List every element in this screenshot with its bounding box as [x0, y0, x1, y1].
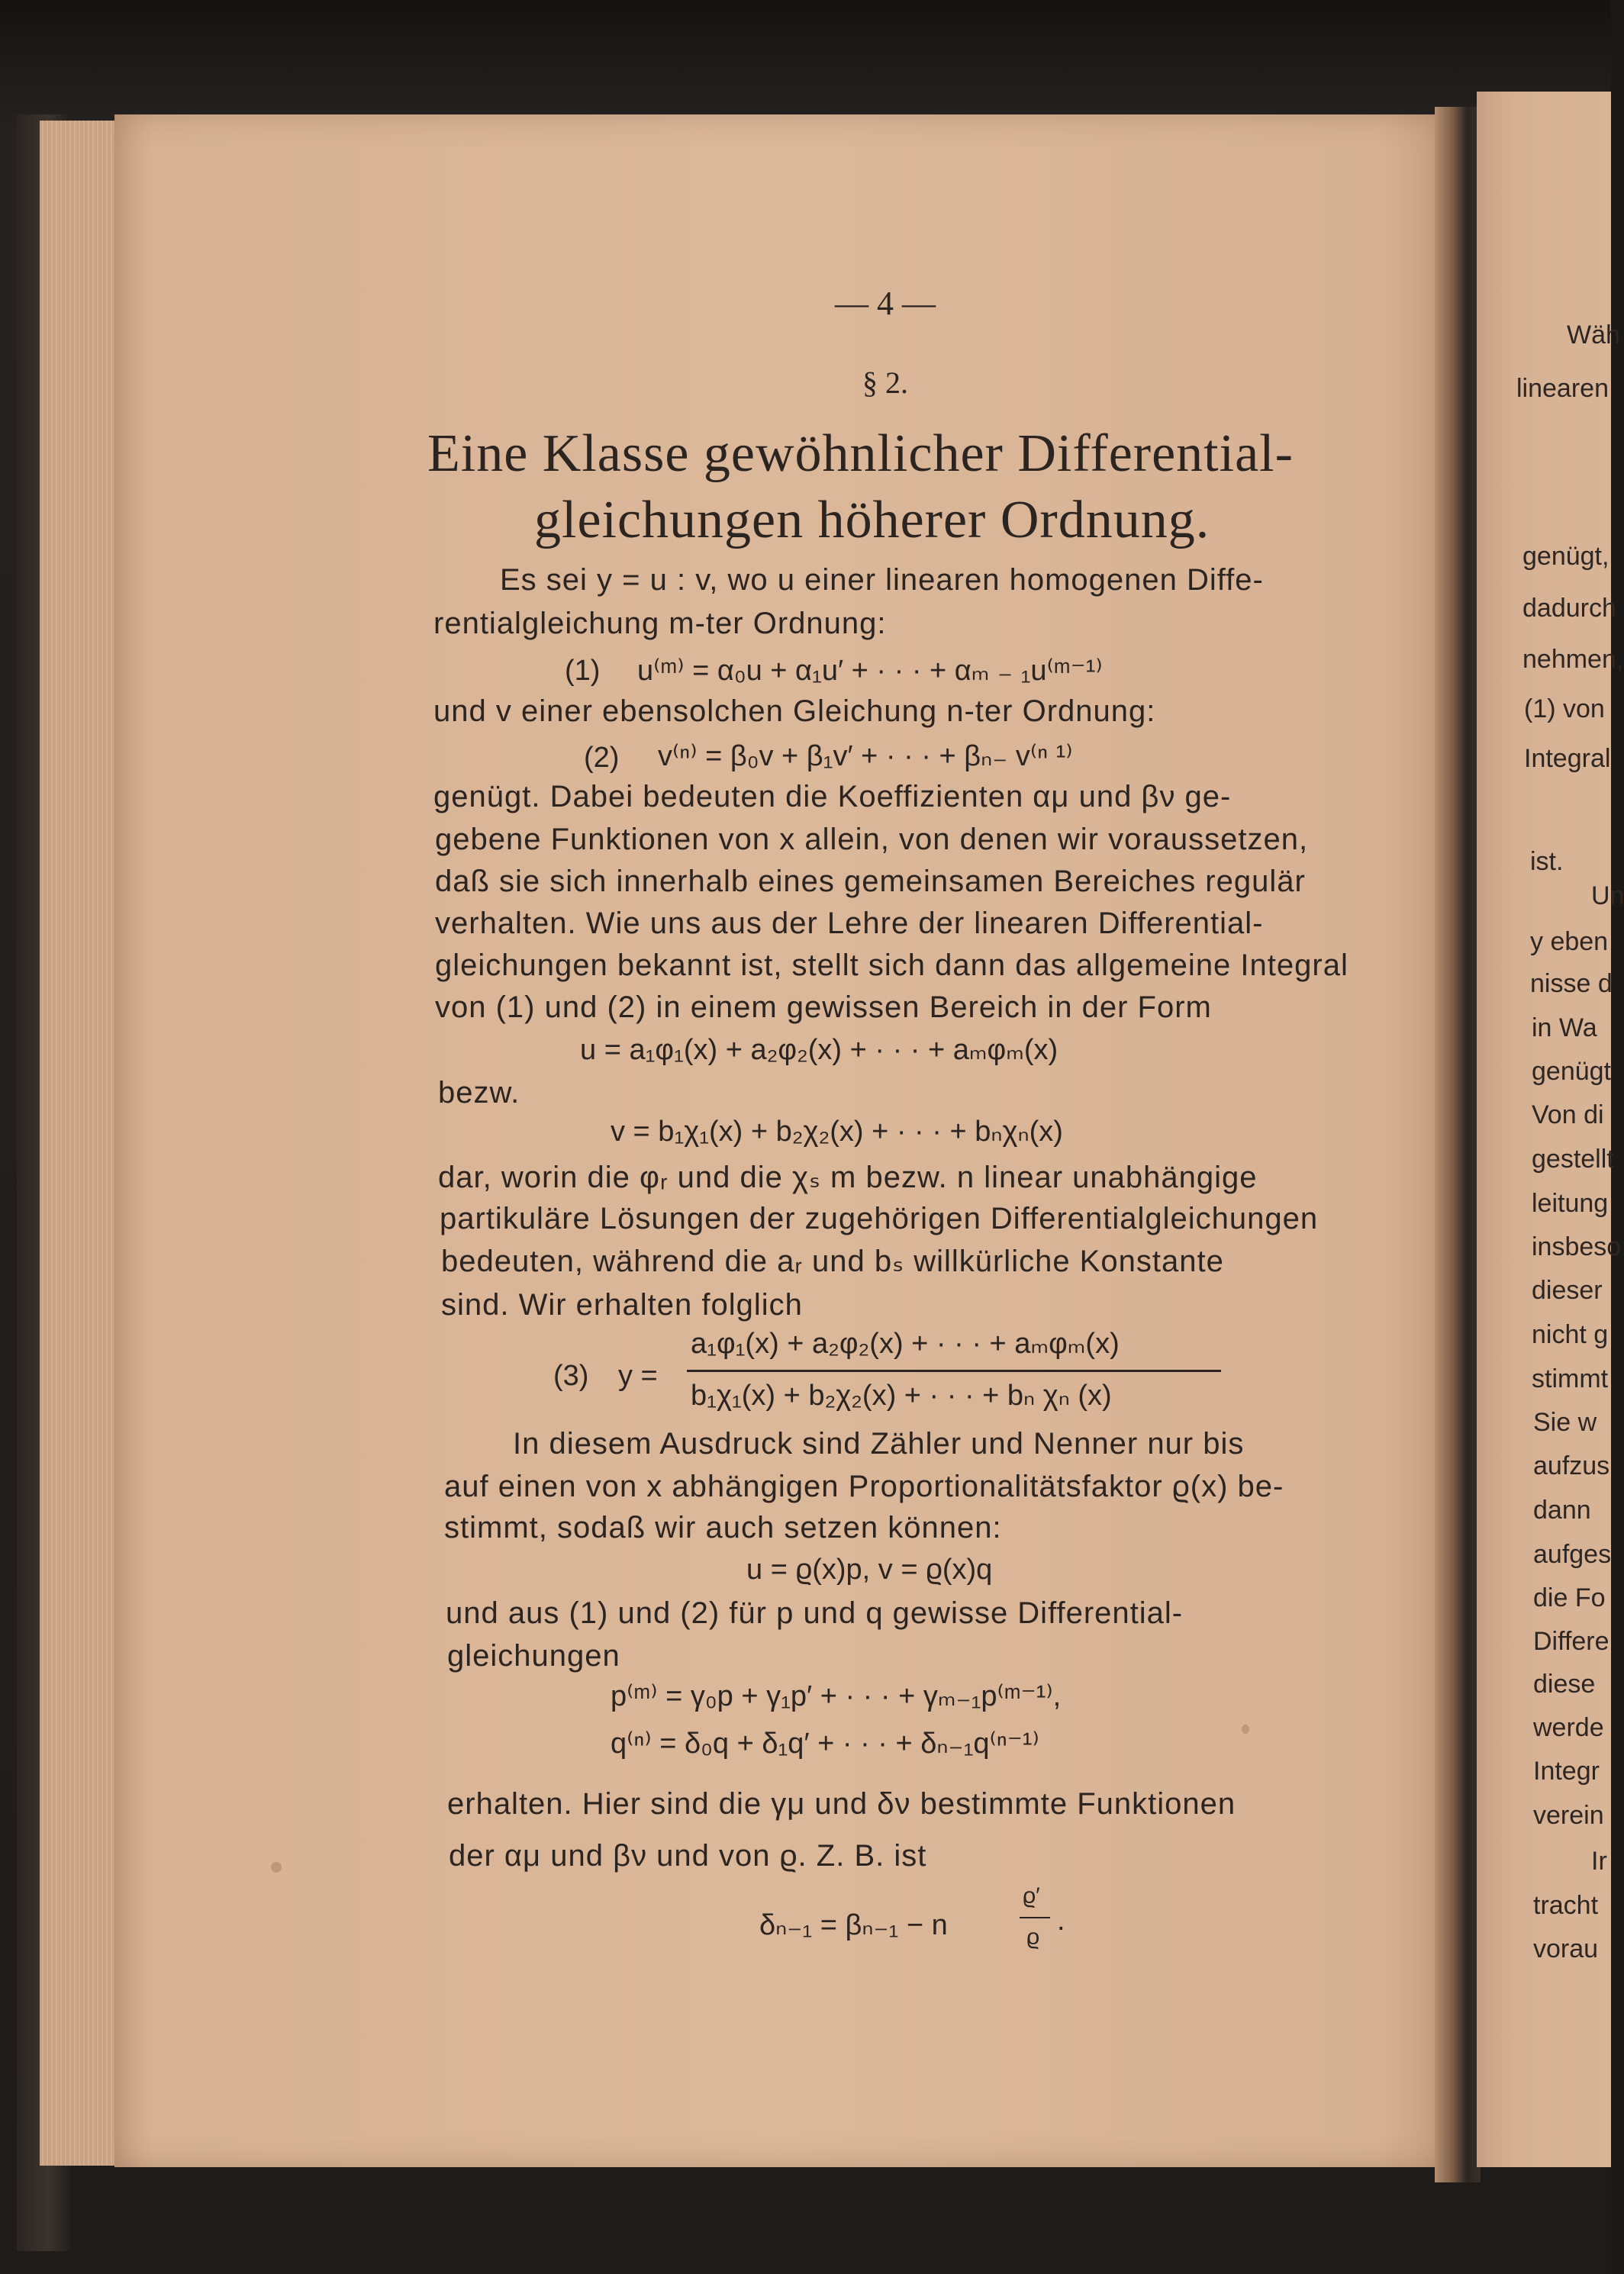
fraction-numerator: ϱ′: [1023, 1883, 1040, 1908]
page-number: — 4 —: [835, 285, 936, 322]
fragment-text: diese: [1533, 1670, 1596, 1699]
text-line: erhalten. Hier sind die γμ und δν bestimmte Funktionen: [447, 1787, 1236, 1821]
fragment-text: genügt: [1532, 1057, 1611, 1086]
text-line: In diesem Ausdruck sind Zähler und Nenner nur bis: [513, 1427, 1245, 1461]
fragment-text: genügt,: [1522, 542, 1610, 571]
fragment-text: tracht: [1533, 1891, 1599, 1920]
fraction-denominator: ϱ: [1026, 1925, 1040, 1950]
fragment-text: Ir: [1591, 1847, 1607, 1876]
text-line: stimmt, sodaß wir auch setzen können:: [444, 1511, 1002, 1544]
paper-stain: [271, 1862, 282, 1873]
fragment-text: nisse d: [1530, 969, 1613, 998]
equation: δₙ₋₁ = βₙ₋₁ − n: [759, 1909, 948, 1941]
text-line: von (1) und (2) in einem gewissen Bereich in der Form: [435, 990, 1212, 1024]
fragment-text: Differe: [1533, 1627, 1610, 1656]
fraction-denominator: b₁χ₁(x) + b₂χ₂(x) + · · · + bₙ χₙ (x): [691, 1380, 1112, 1412]
text-line: auf einen von x abhängigen Proportionalitätsfaktor ϱ(x) be-: [444, 1470, 1284, 1503]
text-line: bedeuten, während die aᵣ und bₛ willkürliche Konstante: [441, 1245, 1224, 1278]
fragment-text: aufzus: [1533, 1451, 1610, 1480]
fragment-text: die Fo: [1533, 1583, 1606, 1612]
fragment-text: (1) von: [1524, 694, 1605, 723]
fragment-text: dadurch: [1522, 594, 1616, 623]
punctuation: .: [1057, 1905, 1065, 1937]
text-line: genügt. Dabei bedeuten die Koeffizienten αμ und βν ge-: [433, 780, 1232, 813]
fragment-text: gestellt: [1532, 1145, 1614, 1174]
equation-number: (1): [565, 655, 601, 687]
fraction-numerator: a₁φ₁(x) + a₂φ₂(x) + · · · + aₘφₘ(x): [691, 1328, 1120, 1360]
equation: u = a₁φ₁(x) + a₂φ₂(x) + · · · + aₘφₘ(x): [580, 1034, 1058, 1066]
fragment-text: Integr: [1533, 1757, 1600, 1786]
text-line: dar, worin die φᵣ und die χₛ m bezw. n linear unabhängige: [438, 1161, 1258, 1194]
right-page-fragment: [1477, 92, 1624, 2167]
fragment-text: werde: [1533, 1713, 1604, 1742]
fragment-text: Wäh: [1567, 320, 1620, 349]
paper-stain: [1242, 1725, 1249, 1734]
text-line: daß sie sich innerhalb eines gemeinsamen Bereiches regulär: [435, 865, 1306, 898]
text-line: und v einer ebensolchen Gleichung n-ter Ordnung:: [433, 694, 1156, 728]
fragment-text: Integral: [1524, 744, 1611, 773]
page-title-line-2: gleichungen höherer Ordnung.: [534, 491, 1210, 549]
fragment-text: ist.: [1530, 847, 1564, 876]
text-line: bezw.: [438, 1076, 520, 1110]
fragment-text: in Wa: [1532, 1013, 1597, 1042]
text-line: gleichungen: [447, 1639, 620, 1673]
equation-number: (3): [553, 1360, 589, 1392]
equation: v⁽ⁿ⁾ = β₀v + β₁v′ + · · · + βₙ₋ v⁽ⁿ ¹⁾: [658, 740, 1073, 772]
equation: v = b₁χ₁(x) + b₂χ₂(x) + · · · + bₙχₙ(x): [611, 1116, 1063, 1148]
text-line: gleichungen bekannt ist, stellt sich dann das allgemeine Integral: [435, 949, 1348, 982]
section-heading: § 2.: [862, 366, 908, 400]
fragment-text: dieser: [1532, 1276, 1603, 1305]
fragment-text: insbeso: [1532, 1232, 1622, 1261]
fragment-text: stimmt: [1532, 1364, 1609, 1393]
equation-lhs: y =: [618, 1360, 658, 1392]
fraction-bar: [687, 1370, 1221, 1372]
fragment-text: nehmen,: [1522, 645, 1624, 674]
text-line: partikuläre Lösungen der zugehörigen Differentialgleichungen: [440, 1202, 1319, 1235]
text-line: gebene Funktionen von x allein, von denen wir voraussetzen,: [435, 823, 1309, 856]
fragment-text: aufges: [1533, 1540, 1612, 1569]
equation-number: (2): [584, 742, 620, 774]
fragment-text: Sie w: [1533, 1408, 1597, 1437]
fragment-text: Von di: [1532, 1100, 1604, 1129]
text-line: verhalten. Wie uns aus der Lehre der linearen Differential-: [435, 907, 1264, 940]
equation: p⁽ᵐ⁾ = γ₀p + γ₁p′ + · · · + γₘ₋₁p⁽ᵐ⁻¹⁾,: [611, 1680, 1062, 1712]
equation: q⁽ⁿ⁾ = δ₀q + δ₁q′ + · · · + δₙ₋₁q⁽ⁿ⁻¹⁾: [611, 1728, 1039, 1760]
text-line: der αμ und βν und von ϱ. Z. B. ist: [449, 1839, 927, 1873]
text-line: rentialgleichung m-ter Ordnung:: [433, 607, 887, 640]
fragment-text: verein: [1533, 1801, 1604, 1830]
fragment-text: leitung: [1532, 1189, 1609, 1218]
equation: u = ϱ(x)p, v = ϱ(x)q: [746, 1554, 993, 1586]
text-line: und aus (1) und (2) für p und q gewisse Differential-: [446, 1596, 1184, 1630]
fragment-text: Un: [1591, 881, 1624, 910]
fragment-text: vorau: [1533, 1934, 1599, 1963]
fragment-text: nicht g: [1532, 1320, 1609, 1349]
fraction-bar: [1020, 1917, 1050, 1918]
book-gutter: [1435, 107, 1481, 2182]
text-line: Es sei y = u : v, wo u einer linearen homogenen Diffe-: [500, 563, 1264, 597]
fragment-text: dann: [1533, 1496, 1591, 1525]
text-line: sind. Wir erhalten folglich: [441, 1288, 803, 1322]
fragment-text: linearen: [1516, 374, 1609, 403]
fragment-text: y eben: [1530, 927, 1609, 956]
equation: u⁽ᵐ⁾ = α₀u + α₁u′ + · · · + αₘ ₋ ₁u⁽ᵐ⁻¹⁾: [637, 655, 1103, 687]
page-title-line-1: Eine Klasse gewöhnlicher Differential-: [427, 424, 1294, 483]
